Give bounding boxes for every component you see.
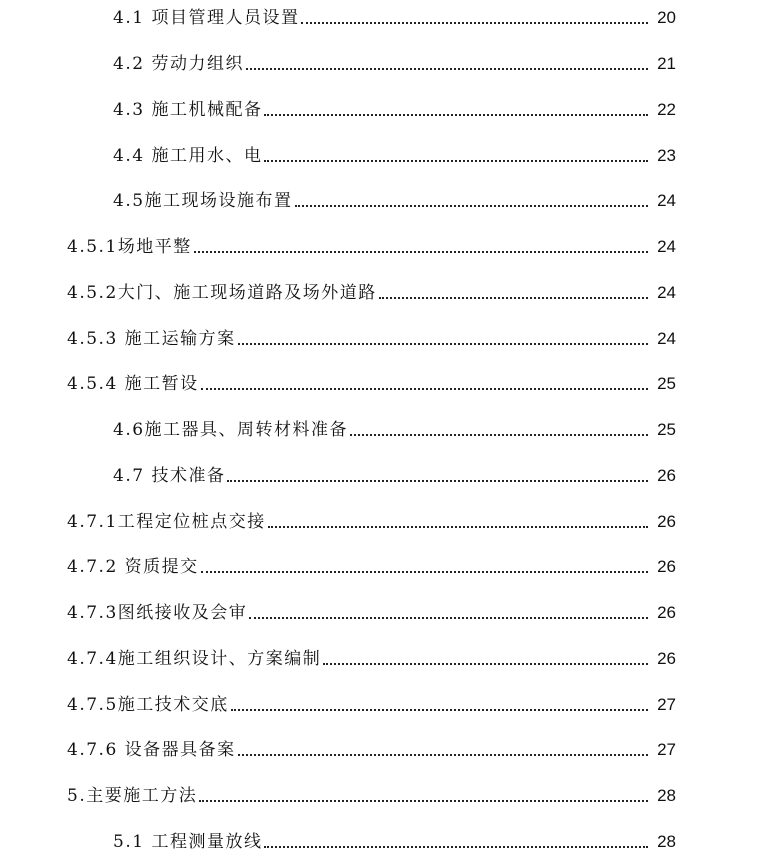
toc-entry-page: 26: [657, 512, 676, 531]
toc-entry-page: 27: [657, 740, 676, 759]
toc-entry[interactable]: [113, 461, 676, 487]
dot-leader: [238, 343, 648, 345]
toc-entry-title: 4.6施工器具、周转材料准备: [113, 420, 349, 440]
dot-leader: [295, 205, 648, 207]
toc-entry-title: 4.7.2 资质提交: [67, 557, 199, 577]
toc-entry[interactable]: [67, 278, 676, 304]
toc-entry-page: 26: [657, 649, 676, 668]
toc-entry-page: 26: [657, 557, 676, 576]
dot-leader: [201, 571, 648, 573]
dot-leader: [268, 526, 648, 528]
toc-entry-page: 26: [657, 603, 676, 622]
dot-leader: [246, 68, 648, 70]
toc-entry-page: 23: [657, 146, 676, 165]
dot-leader: [231, 709, 648, 711]
dot-leader: [264, 846, 648, 848]
toc-entry-title: 4.5.2大门、施工现场道路及场外道路: [67, 283, 377, 303]
toc-entry[interactable]: [67, 232, 676, 258]
toc-entry[interactable]: [113, 827, 676, 853]
toc-entry-title: 4.7.5施工技术交底: [67, 695, 229, 715]
toc-entry-title: 4.5.4 施工暂设: [67, 374, 199, 394]
dot-leader: [301, 22, 648, 24]
toc-entry-title: 4.7.6 设备器具备案: [67, 740, 236, 760]
toc-entry-page: 24: [657, 329, 676, 348]
toc-entry-page: 21: [657, 54, 676, 73]
toc-entry[interactable]: [67, 781, 676, 807]
toc-entry[interactable]: [113, 3, 676, 29]
toc-entry-page: 28: [657, 786, 676, 805]
toc-entry-title: 4.5.3 施工运输方案: [67, 329, 236, 349]
toc-entry-page: 27: [657, 695, 676, 714]
dot-leader: [201, 388, 648, 390]
toc-entry-title: 4.7.1工程定位桩点交接: [67, 512, 266, 532]
toc-entry-title: 4.3 施工机械配备: [113, 100, 263, 120]
dot-leader: [194, 251, 648, 253]
toc-entry-title: 4.4 施工用水、电: [113, 146, 263, 166]
dot-leader: [379, 297, 648, 299]
toc-entry[interactable]: [67, 324, 676, 350]
toc-entry-title: 4.7.4施工组织设计、方案编制: [67, 649, 322, 669]
toc-entry-title: 5.主要施工方法: [67, 786, 198, 806]
dot-leader: [199, 800, 648, 802]
toc-entry-title: 4.2 劳动力组织: [113, 54, 244, 74]
toc-entry[interactable]: [113, 415, 676, 441]
toc-entry-page: 24: [657, 191, 676, 210]
dot-leader: [249, 617, 648, 619]
toc-entry[interactable]: [67, 507, 676, 533]
toc-entry-title: 4.5施工现场设施布置: [113, 191, 293, 211]
toc-entry[interactable]: [67, 369, 676, 395]
dot-leader: [227, 480, 648, 482]
dot-leader: [350, 434, 648, 436]
toc-entry[interactable]: [67, 598, 676, 624]
dot-leader: [264, 114, 648, 116]
toc-entry-page: 22: [657, 100, 676, 119]
toc-entry[interactable]: [113, 49, 676, 75]
toc-entry-page: 20: [657, 8, 676, 27]
toc-entry[interactable]: [113, 141, 676, 167]
toc-entry[interactable]: [67, 735, 676, 761]
toc-entry-title: 4.7 技术准备: [113, 466, 226, 486]
toc-entry[interactable]: [113, 186, 676, 212]
dot-leader: [323, 663, 648, 665]
toc-entry-page: 25: [657, 420, 676, 439]
toc-entry-title: 4.7.3图纸接收及会审: [67, 603, 248, 623]
toc-entry-page: 24: [657, 237, 676, 256]
toc-entry[interactable]: [67, 552, 676, 578]
toc-entry-title: 4.1 项目管理人员设置: [113, 8, 300, 28]
dot-leader: [264, 160, 648, 162]
toc-entry-page: 28: [657, 832, 676, 851]
toc-entry-title: 4.5.1场地平整: [67, 237, 192, 257]
toc-entry-page: 25: [657, 374, 676, 393]
toc-entry-page: 24: [657, 283, 676, 302]
dot-leader: [238, 754, 648, 756]
toc-entry[interactable]: [113, 95, 676, 121]
toc-entry-page: 26: [657, 466, 676, 485]
toc-entry[interactable]: [67, 690, 676, 716]
toc-entry-title: 5.1 工程测量放线: [113, 832, 263, 852]
toc-entry[interactable]: [67, 644, 676, 670]
